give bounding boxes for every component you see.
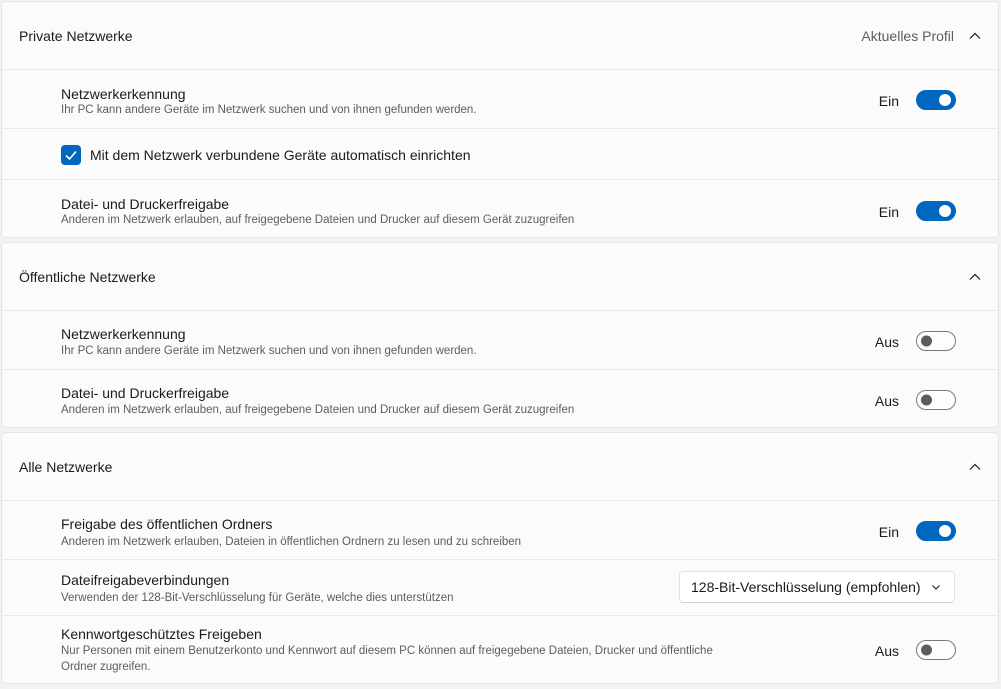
- setting-description: Anderen im Netzwerk erlauben, Dateien in öffentlichen Ordnern zu lesen und zu schreiben: [61, 536, 522, 548]
- setting-title: Datei- und Druckerfreigabe: [61, 196, 230, 212]
- password-sharing-row: [2, 616, 998, 684]
- setting-title: Kennwortgeschütztes Freigeben: [61, 626, 262, 642]
- public-networks-header[interactable]: [2, 243, 998, 311]
- chevron-up-icon[interactable]: [968, 270, 982, 284]
- auto-setup-label: Mit dem Netzwerk verbundene Geräte automatisch einrichten: [90, 147, 471, 163]
- section-title: Alle Netzwerke: [19, 458, 113, 475]
- section-title: Öffentliche Netzwerke: [19, 268, 156, 285]
- auto-setup-checkbox[interactable]: [61, 145, 81, 165]
- setting-title: Netzwerkerkennung: [61, 86, 186, 102]
- encryption-dropdown[interactable]: [679, 571, 955, 603]
- public-discovery-toggle[interactable]: [916, 331, 956, 351]
- private-networks-header[interactable]: [2, 2, 998, 70]
- chevron-down-icon: [930, 581, 942, 593]
- private-discovery-row: [2, 70, 998, 129]
- auto-setup-row: [2, 129, 998, 180]
- setting-title: Freigabe des öffentlichen Ordners: [61, 516, 273, 532]
- setting-title: Datei- und Druckerfreigabe: [61, 385, 230, 401]
- setting-title: Netzwerkerkennung: [61, 326, 186, 342]
- public-discovery-row: [2, 311, 998, 370]
- public-networks-card: [1, 242, 999, 428]
- toggle-state-label: Aus: [874, 393, 899, 409]
- public-folder-toggle[interactable]: [916, 521, 956, 541]
- toggle-state-label: Aus: [874, 334, 899, 350]
- setting-description: Ihr PC kann andere Geräte im Netzwerk suchen und von ihnen gefunden werden.: [61, 104, 477, 116]
- all-networks-header[interactable]: [2, 433, 998, 501]
- toggle-state-label: Ein: [878, 93, 899, 109]
- toggle-knob: [921, 336, 932, 347]
- setting-description: Anderen im Netzwerk erlauben, auf freigegebene Dateien und Drucker auf diesem Gerät zuzugreifen: [61, 404, 575, 416]
- public-sharing-row: [2, 370, 998, 428]
- toggle-knob: [921, 395, 932, 406]
- private-sharing-row: [2, 180, 998, 238]
- toggle-knob: [939, 525, 951, 537]
- setting-description: Ihr PC kann andere Geräte im Netzwerk suchen und von ihnen gefunden werden.: [61, 345, 477, 357]
- setting-description: Verwenden der 128-Bit-Verschlüsselung für Geräte, welche dies unterstützen: [61, 592, 454, 604]
- toggle-knob: [939, 205, 951, 217]
- all-networks-card: [1, 432, 999, 684]
- toggle-state-label: Aus: [874, 643, 899, 659]
- private-sharing-toggle[interactable]: [916, 201, 956, 221]
- current-profile-label: Aktuelles Profil: [861, 27, 954, 44]
- setting-title: Dateifreigabeverbindungen: [61, 572, 230, 588]
- private-networks-card: [1, 1, 999, 238]
- toggle-knob: [921, 645, 932, 656]
- section-title: Private Netzwerke: [19, 27, 133, 44]
- private-discovery-toggle[interactable]: [916, 90, 956, 110]
- dropdown-selected-value: 128-Bit-Verschlüsselung (empfohlen): [691, 579, 921, 595]
- password-sharing-toggle[interactable]: [916, 640, 956, 660]
- toggle-knob: [939, 94, 951, 106]
- checkmark-icon: [64, 148, 78, 162]
- chevron-up-icon[interactable]: [968, 29, 982, 43]
- chevron-up-icon[interactable]: [968, 460, 982, 474]
- setting-description-line-2: Ordner zugreifen.: [61, 661, 151, 673]
- setting-description: Anderen im Netzwerk erlauben, auf freigegebene Dateien und Drucker auf diesem Gerät zuzugreifen: [61, 214, 575, 226]
- public-sharing-toggle[interactable]: [916, 390, 956, 410]
- sharing-connections-row: [2, 560, 998, 616]
- setting-description-line-1: Nur Personen mit einem Benutzerkonto und Kennwort auf diesem PC können auf freigegebene Dateien, Drucker und öffentliche: [61, 645, 713, 657]
- public-folder-row: [2, 501, 998, 560]
- toggle-state-label: Ein: [878, 524, 899, 540]
- toggle-state-label: Ein: [878, 204, 899, 220]
